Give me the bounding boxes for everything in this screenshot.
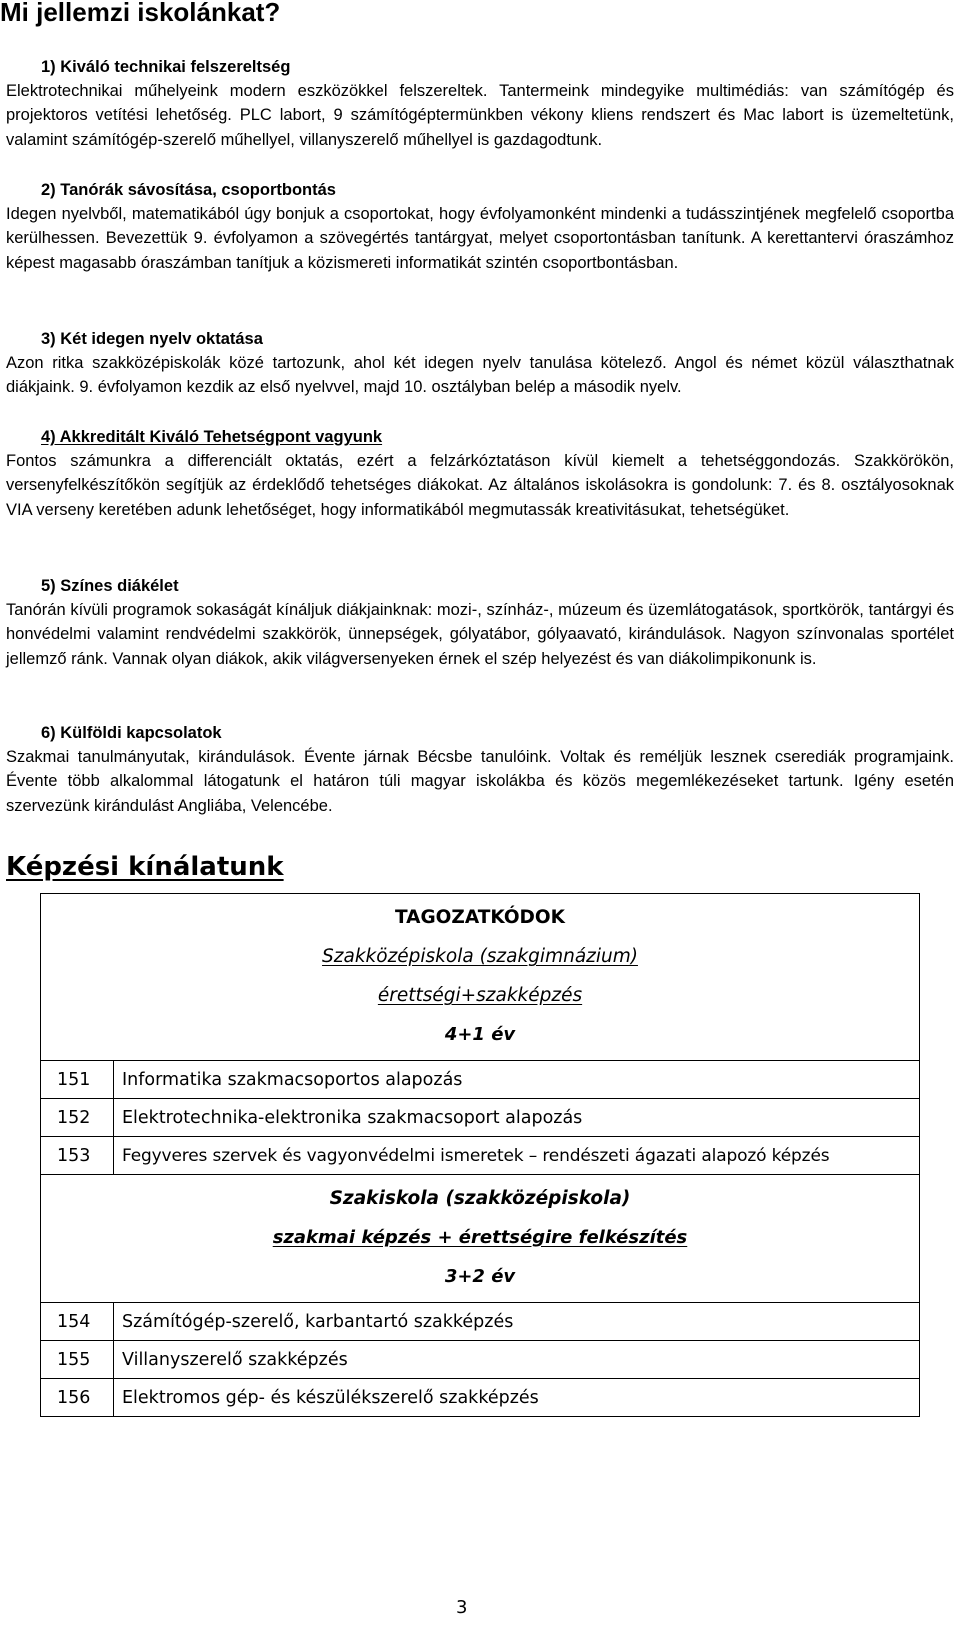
training-offer-title: Képzési kínálatunk: [6, 852, 284, 882]
track-name: Villanyszerelő szakképzés: [114, 1341, 920, 1379]
track-name: Elektromos gép- és készülékszerelő szakképzés: [114, 1379, 920, 1417]
table-row: [41, 1061, 920, 1099]
section-student-life: [6, 574, 954, 671]
track-code: 155: [41, 1341, 114, 1379]
section-body: Elektrotechnikai műhelyeink modern eszközökkel felszereltek. Tantermeink mindegyike multimédiás: van számítógép és projektoros vetítési lehetőség. PLC labort, 9 számítógéptermünkben vékony kliens rendszert és Mac labort is üzemeltetünk, valamint számítógép-szerelő műhellyel, villanyszerelő műhellyel is gazdagodtunk.: [6, 82, 954, 149]
table-header-row: [41, 894, 920, 1061]
section-two-languages: [6, 327, 954, 400]
table-row: [41, 1303, 920, 1341]
track-code: 152: [41, 1099, 114, 1137]
section-heading: 4) Akkreditált Kiváló Tehetségpont vagyunk: [41, 428, 383, 446]
track-code: 156: [41, 1379, 114, 1417]
section-heading: 1) Kiváló technikai felszereltség: [41, 58, 291, 76]
section-talent-point: [6, 425, 954, 522]
page-number: 3: [456, 1597, 468, 1618]
school-type-label: Szakiskola (szakközépiskola): [329, 1188, 631, 1209]
section-foreign-relations: [6, 721, 954, 818]
table-group-row: [41, 1175, 920, 1303]
table-row: [41, 1379, 920, 1417]
table-title: TAGOZATKÓDOK: [395, 907, 565, 928]
track-name: Számítógép-szerelő, karbantartó szakképzés: [114, 1303, 920, 1341]
track-name: Fegyveres szervek és vagyonvédelmi ismeretek – rendészeti ágazati alapozó képzés: [114, 1137, 920, 1175]
group-header-cell: [41, 894, 920, 1061]
section-heading: 5) Színes diákélet: [41, 577, 179, 595]
section-body: Tanórán kívüli programok sokaságát kínáljuk diákjainknak: mozi-, színház-, múzeum és üzemlátogatások, sportkörök, tantárgyi és honvédelmi valamint rendvédelmi szakkörök, ünnepségek, gólyatábor, gólyaavató, kirándulások. Nagyon színvonalas sportélet jellemző ránk. Vannak olyan diákok, akik világversenyeken érnek el szép helyezést és van diákolimpikonunk is.: [6, 601, 954, 668]
page-title: Mi jellemzi iskolánkat?: [0, 0, 281, 27]
track-code: 154: [41, 1303, 114, 1341]
section-heading: 3) Két idegen nyelv oktatása: [41, 330, 263, 348]
training-type-label: szakmai képzés + érettségire felkészítés: [272, 1227, 688, 1248]
track-name: Informatika szakmacsoportos alapozás: [114, 1061, 920, 1099]
school-type-label: Szakközépiskola (szakgimnázium): [322, 946, 638, 967]
duration-label: 3+2 év: [444, 1266, 516, 1287]
track-name: Elektrotechnika-elektronika szakmacsoport alapozás: [114, 1099, 920, 1137]
section-group-teaching: [6, 178, 954, 275]
table-row: [41, 1137, 920, 1175]
table-row: [41, 1341, 920, 1379]
training-type-label: érettségi+szakképzés: [377, 985, 583, 1006]
group-header-cell: [41, 1175, 920, 1303]
section-body: Fontos számunkra a differenciált oktatás, ezért a felzárkóztatáson kívül kiemelt a tehetséggondozás. Szakkörökön, versenyfelkészítőkön segítjük az érdeklődő tehetséges diákokat. Az általános iskolásokra is gondolunk: 7. és 8. osztályosoknak VIA verseny keretében adunk lehetőséget, hogy informatikából megmutassák kreativitásukat, tehetségüket.: [6, 452, 954, 519]
section-heading: 2) Tanórák sávosítása, csoportbontás: [41, 181, 336, 199]
section-body: Idegen nyelvből, matematikából úgy bonjuk a csoportokat, hogy évfolyamonként mindenki a tudásszintjének megfelelő csoportba kerülhessen. Bevezettük 9. évfolyamon a szövegértés tantárgyat, melyet csoportontásban tanítunk. A kerettantervi óraszámhoz képest magasabb óraszámban tanítjuk a közismereti informatikát szintén csoportbontásban.: [6, 205, 954, 272]
section-technical-equipment: [6, 55, 954, 152]
section-body: Szakmai tanulmányutak, kirándulások. Évente járnak Bécsbe tanulóink. Voltak és reméljük lesznek cserediák programjaink. Évente több alkalommal látogatunk el határon túli magyar iskolákba és közös megemlékezéseket tartunk. Igény esetén szervezünk kirándulást Angliába, Velencébe.: [6, 748, 954, 815]
section-body: Azon ritka szakközépiskolák közé tartozunk, ahol két idegen nyelv tanulása kötelező. Angol és német közül választhatnak diákjaink. 9. évfolyamon kezdik az első nyelvvel, majd 10. osztályban belép a második nyelv.: [6, 354, 954, 397]
table-row: [41, 1099, 920, 1137]
track-code: 153: [41, 1137, 114, 1175]
duration-label: 4+1 év: [444, 1024, 516, 1045]
section-heading: 6) Külföldi kapcsolatok: [41, 724, 222, 742]
track-code: 151: [41, 1061, 114, 1099]
training-codes-table: [40, 893, 920, 1417]
